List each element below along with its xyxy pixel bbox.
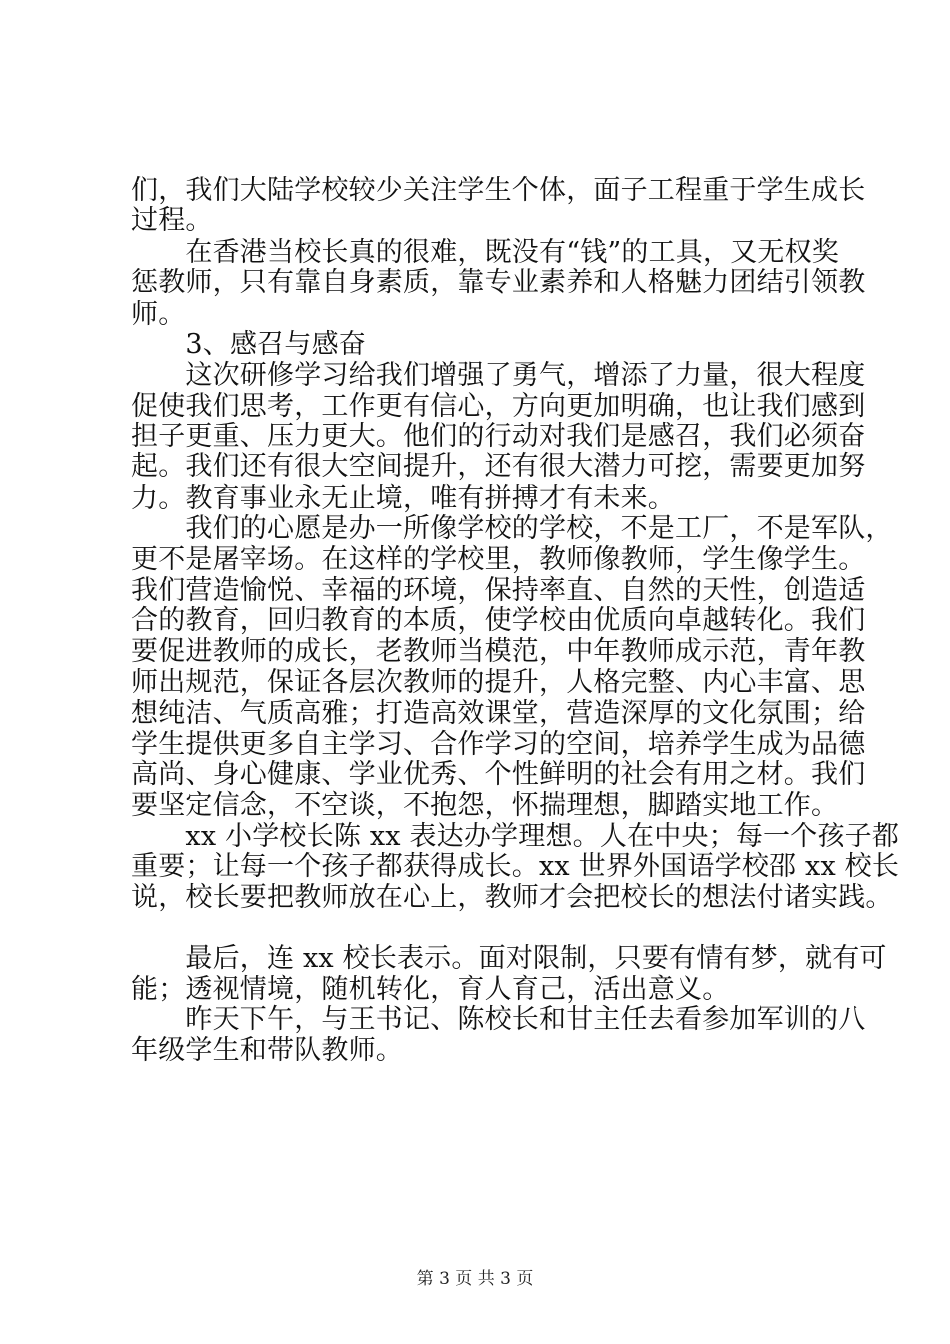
text-line: 高尚、身心健康、学业优秀、个性鲜明的社会有用之材。我们: [131, 759, 866, 790]
text-line: 我们营造愉悦、幸福的环境，保持率直、自然的天性，创造适: [131, 575, 866, 606]
text-line: 昨天下午，与王书记、陈校长和甘主任去看参加军训的八: [131, 1004, 866, 1035]
text-line: 起。我们还有很大空间提升，还有很大潜力可挖，需要更加努: [131, 451, 866, 482]
text-line: 要坚定信念，不空谈，不抱怨，怀揣理想，脚踏实地工作。: [131, 790, 839, 821]
text-line: 能；透视情境，随机转化，育人育己，活出意义。: [131, 974, 730, 1005]
text-line: 我们的心愿是办一所像学校的学校，不是工厂，不是军队，: [131, 513, 893, 544]
text-line: 们，我们大陆学校较少关注学生个体，面子工程重于学生成长: [131, 175, 866, 206]
text-line: 年级学生和带队教师。: [131, 1035, 403, 1066]
text-line: 担子更重、压力更大。他们的行动对我们是感召，我们必须奋: [131, 421, 866, 452]
text-line: 过程。: [131, 205, 213, 236]
page-number-footer: 第 3 页 共 3 页: [416, 1269, 534, 1289]
text-line: 想纯洁、气质高雅；打造高效课堂，营造深厚的文化氛围；给: [131, 698, 866, 729]
text-line: 师出规范，保证各层次教师的提升，人格完整、内心丰富、思: [131, 667, 866, 698]
text-line: 力。教育事业永无止境，唯有拼搏才有未来。: [131, 483, 675, 514]
text-line: 要促进教师的成长，老教师当模范，中年教师成示范，青年教: [131, 636, 866, 667]
section-heading: 3、感召与感奋: [131, 329, 366, 360]
text-line: 惩教师，只有靠自身素质，靠专业素养和人格魅力团结引领教: [131, 267, 866, 298]
text-line: 在香港当校长真的很难，既没有“钱”的工具，又无权奖: [131, 237, 840, 268]
text-line: 促使我们思考，工作更有信心，方向更加明确，也让我们感到: [131, 391, 866, 422]
text-line: 更不是屠宰场。在这样的学校里，教师像教师，学生像学生。: [131, 544, 866, 575]
text-line: 重要；让每一个孩子都获得成长。xx 世界外国语学校邵 xx 校长: [131, 851, 900, 882]
text-line: 这次研修学习给我们增强了勇气，增添了力量，很大程度: [131, 360, 866, 391]
text-line: 说，校长要把教师放在心上，教师才会把校长的想法付诸实践。: [131, 882, 893, 913]
text-line: 合的教育，回归教育的本质，使学校由优质向卓越转化。我们: [131, 605, 866, 636]
text-line: 师。: [131, 299, 186, 330]
text-line: 学生提供更多自主学习、合作学习的空间，培养学生成为品德: [131, 729, 866, 760]
text-line: 最后，连 xx 校长表示。面对限制，只要有情有梦，就有可: [131, 943, 887, 974]
text-line: xx 小学校长陈 xx 表达办学理想。人在中央；每一个孩子都: [131, 821, 900, 852]
